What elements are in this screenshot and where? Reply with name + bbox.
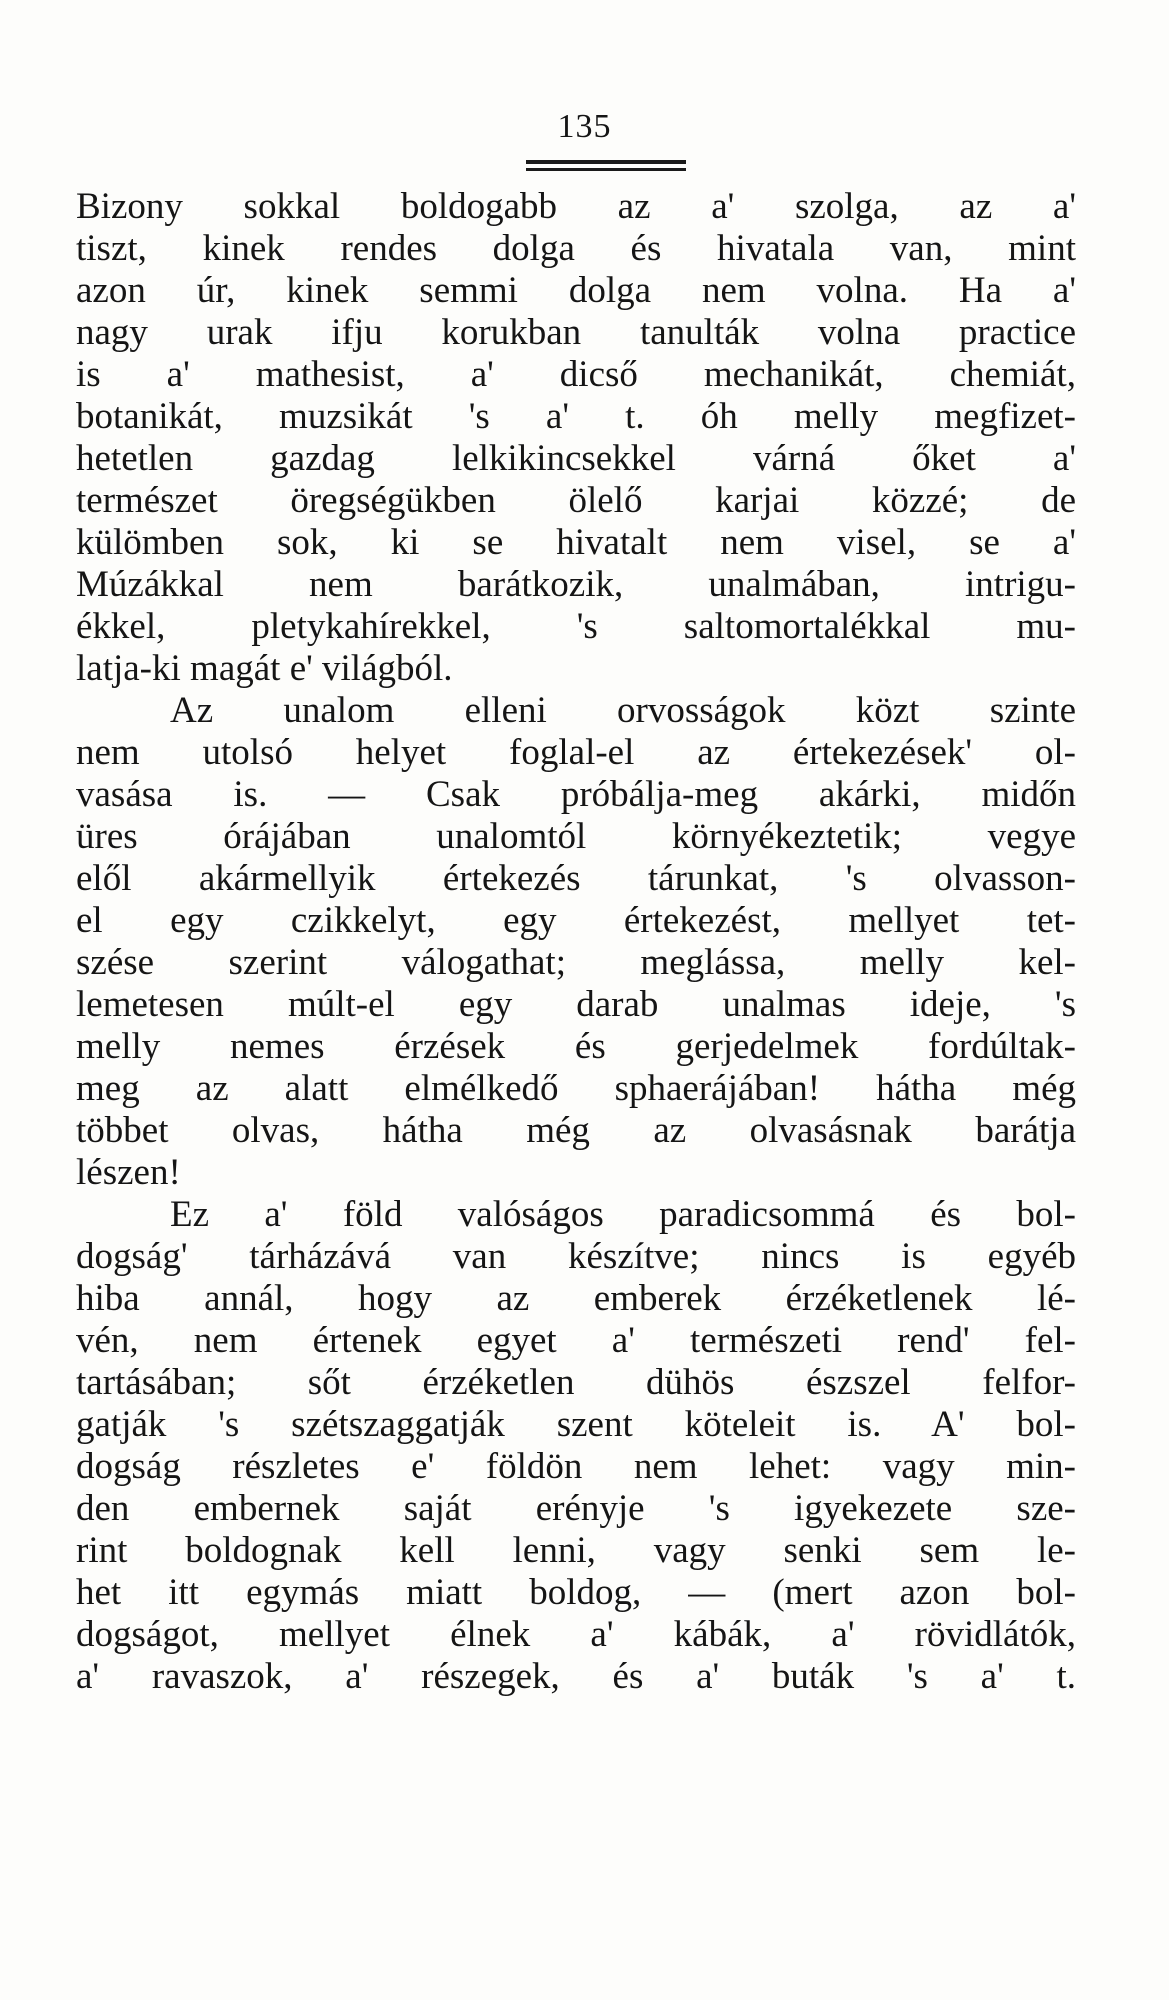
text-line: ékkel, pletykahírekkel, 's saltomortalékkal mu- — [76, 606, 1076, 647]
text-line: azon úr, kinek semmi dolga nem volna. Ha a' — [76, 270, 1076, 311]
text-line: nem utolsó helyet foglal-el az értekezések' ol- — [76, 732, 1076, 773]
text-line: rint boldognak kell lenni, vagy senki sem le- — [76, 1530, 1076, 1571]
text-line: dogságot, mellyet élnek a' kábák, a' rövidlátók, — [76, 1614, 1076, 1655]
text-line: elől akármellyik értekezés tárunkat, 's olvasson- — [76, 858, 1076, 899]
text-line: tartásában; sőt érzéketlen dühös észszel felfor- — [76, 1362, 1076, 1403]
text-line: hiba annál, hogy az emberek érzéketlenek lé- — [76, 1278, 1076, 1319]
text-line: lemetesen múlt-el egy darab unalmas ideje, 's — [76, 984, 1076, 1025]
text-line: Múzákkal nem barátkozik, unalmában, intrigu- — [76, 564, 1076, 605]
text-line: den embernek saját erényje 's igyekezete sze- — [76, 1488, 1076, 1529]
text-line: Ez a' föld valóságos paradicsommá és bol- — [170, 1194, 1076, 1235]
body-text — [76, 186, 1076, 1698]
header-rule-bottom — [526, 168, 686, 171]
text-line: is a' mathesist, a' dicső mechanikát, chemiát, — [76, 354, 1076, 395]
text-line: nagy urak ifju korukban tanulták volna practice — [76, 312, 1076, 353]
header-rule-top — [526, 160, 686, 164]
text-line: természet öregségükben ölelő karjai közzé; de — [76, 480, 1076, 521]
text-line: többet olvas, hátha még az olvasásnak barátja — [76, 1110, 1076, 1151]
text-line: het itt egymás miatt boldog, — (mert azon bol- — [76, 1572, 1076, 1613]
text-line: meg az alatt elmélkedő sphaerájában! hátha még — [76, 1068, 1076, 1109]
text-line: botanikát, muzsikát 's a' t. óh melly megfizet- — [76, 396, 1076, 437]
text-line: a' ravaszok, a' részegek, és a' buták 's a' t. — [76, 1656, 1076, 1697]
text-line: el egy czikkelyt, egy értekezést, mellyet tet- — [76, 900, 1076, 941]
text-line: latja-ki magát e' világból. — [76, 648, 453, 689]
text-line: dogság részletes e' földön nem lehet: vagy min- — [76, 1446, 1076, 1487]
text-line: vasása is. — Csak próbálja-meg akárki, midőn — [76, 774, 1076, 815]
text-line: Az unalom elleni orvosságok közt szinte — [170, 690, 1076, 731]
text-line: dogság' tárházává van készítve; nincs is egyéb — [76, 1236, 1076, 1277]
text-line: tiszt, kinek rendes dolga és hivatala van, mint — [76, 228, 1076, 269]
text-line: hetetlen gazdag lelkikincsekkel várná őket a' — [76, 438, 1076, 479]
text-line: melly nemes érzések és gerjedelmek fordúltak- — [76, 1026, 1076, 1067]
page-number: 135 — [557, 108, 612, 145]
text-line: lészen! — [76, 1152, 181, 1193]
text-line: szése szerint válogathat; meglássa, melly kel- — [76, 942, 1076, 983]
text-line: gatják 's szétszaggatják szent köteleit is. A' bol- — [76, 1404, 1076, 1445]
text-line: külömben sok, ki se hivatalt nem visel, se a' — [76, 522, 1076, 563]
text-line: vén, nem értenek egyet a' természeti rend' fel- — [76, 1320, 1076, 1361]
text-line: üres órájában unalomtól környékeztetik; vegye — [76, 816, 1076, 857]
text-line: Bizony sokkal boldogabb az a' szolga, az a' — [76, 186, 1076, 227]
